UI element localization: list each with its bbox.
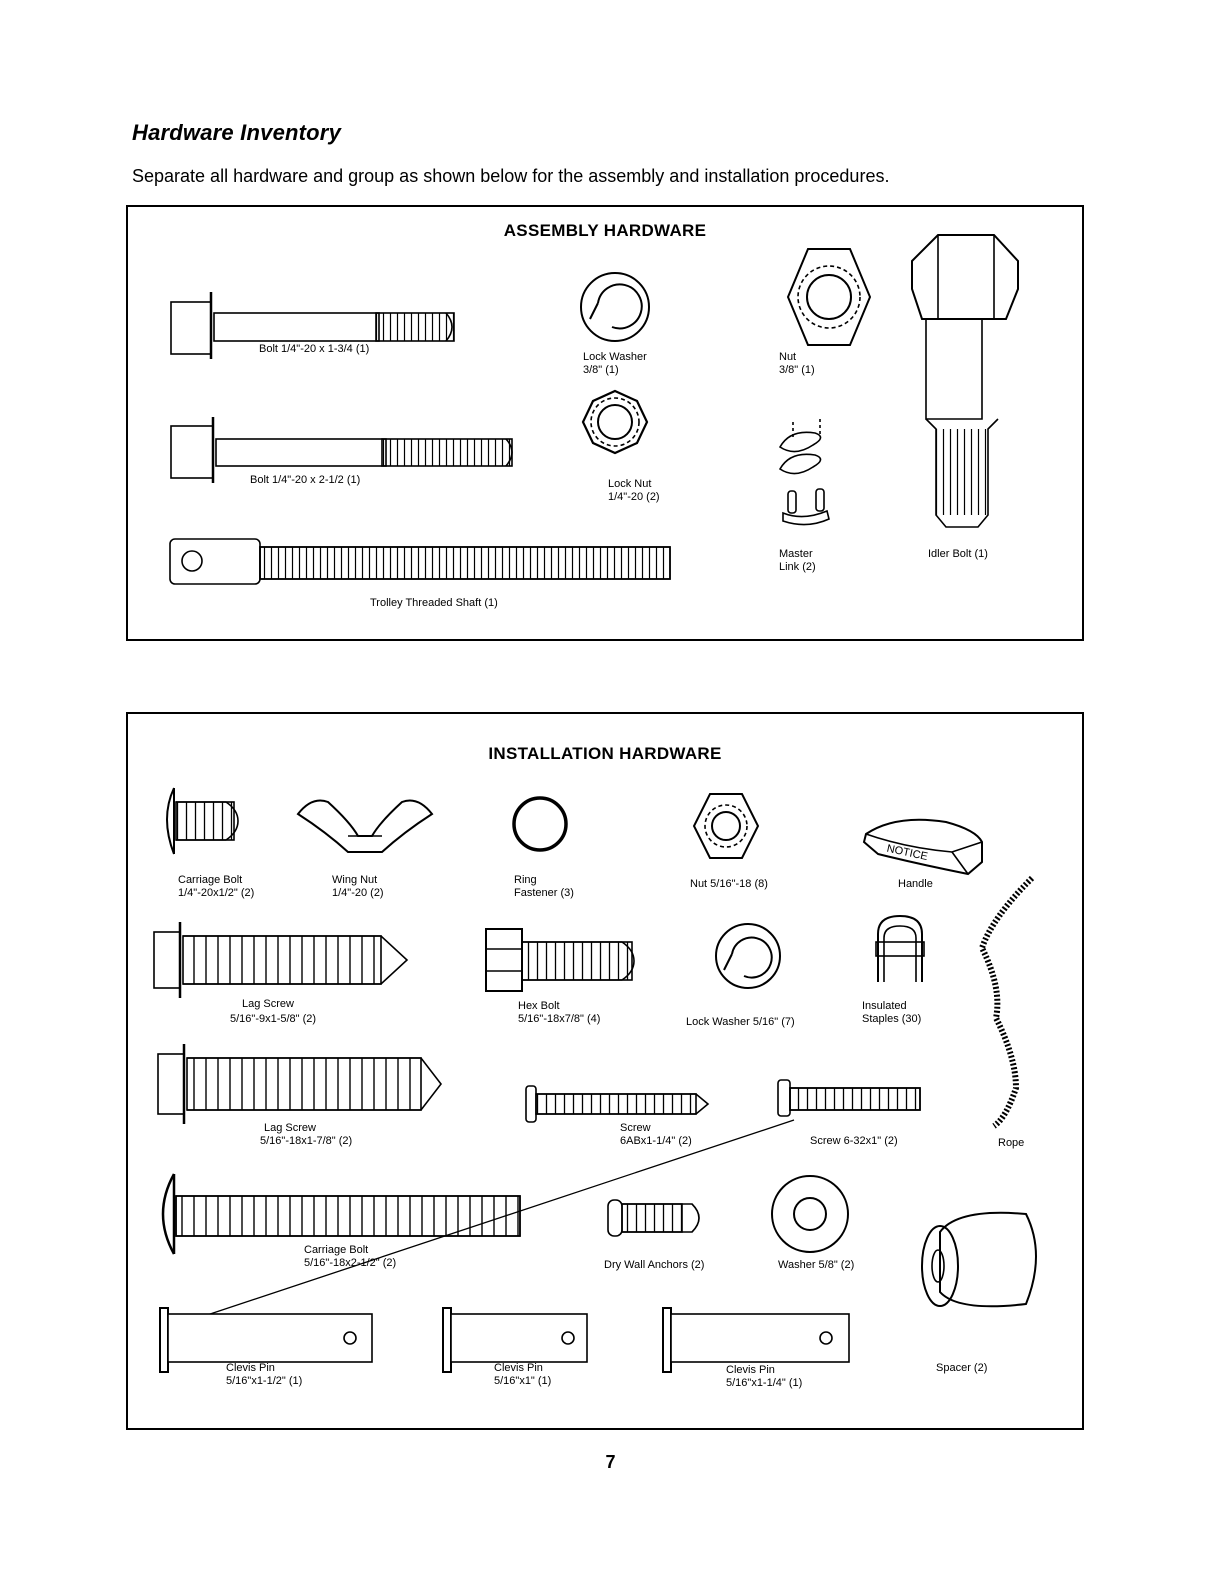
screw-6-32-icon xyxy=(778,1080,920,1116)
screw-6ab-icon xyxy=(526,1086,708,1122)
label-hex-bolt-size: 5/16"-18x7/8" (4) xyxy=(518,1013,601,1025)
label-staples: Insulated xyxy=(862,1000,907,1012)
lag-screw-long-icon xyxy=(158,1044,441,1124)
label-washer: Washer 5/8" (2) xyxy=(778,1259,855,1271)
label-carriage-bolt-long: Carriage Bolt xyxy=(304,1244,369,1256)
trolley-threaded-shaft-icon xyxy=(170,539,670,584)
label-lock-nut: Lock Nut xyxy=(608,478,652,490)
nut-small-icon xyxy=(694,794,758,858)
installation-title: INSTALLATION HARDWARE xyxy=(488,744,722,763)
label-bolt-short: Bolt 1/4"-20 x 1-3/4 (1) xyxy=(259,343,370,355)
label-carriage-bolt-small: Carriage Bolt xyxy=(178,874,243,886)
carriage-bolt-small-icon xyxy=(167,788,238,854)
label-clevis-pin-mid-size: 5/16"x1-1/4" (1) xyxy=(726,1377,803,1389)
label-lock-washer: Lock Washer xyxy=(583,351,647,363)
label-ring-size: Fastener (3) xyxy=(514,887,574,899)
label-lock-washer-size: 3/8" (1) xyxy=(583,364,619,376)
idler-bolt-icon xyxy=(912,235,1018,527)
label-clevis-pin-long-size: 5/16"x1-1/2" (1) xyxy=(226,1375,303,1387)
master-link-icon xyxy=(780,419,829,525)
label-lock-nut-size: 1/4"-20 (2) xyxy=(608,491,660,503)
label-screw-6ab-size: 6ABx1-1/4" (2) xyxy=(620,1135,692,1147)
label-hex-bolt: Hex Bolt xyxy=(518,1000,560,1012)
label-nut-size: 3/8" (1) xyxy=(779,364,815,376)
label-lock-washer-small: Lock Washer 5/16" (7) xyxy=(686,1016,795,1028)
label-wing-nut: Wing Nut xyxy=(332,874,378,886)
label-spacer: Spacer (2) xyxy=(936,1362,988,1374)
label-trolley-shaft: Trolley Threaded Shaft (1) xyxy=(370,597,498,609)
label-carriage-bolt-long-size: 5/16"-18x2-1/2" (2) xyxy=(304,1257,397,1269)
label-clevis-pin-mid: Clevis Pin xyxy=(726,1364,775,1376)
label-lag-screw-long: Lag Screw xyxy=(264,1122,316,1134)
label-idler-bolt: Idler Bolt (1) xyxy=(928,548,988,560)
label-nut-small: Nut 5/16"-18 (8) xyxy=(690,878,768,890)
carriage-bolt-long-icon xyxy=(163,1174,520,1254)
washer-icon xyxy=(772,1176,848,1252)
label-clevis-pin-short-size: 5/16"x1" (1) xyxy=(494,1375,552,1387)
rope-icon xyxy=(982,878,1032,1126)
handle-notice-text: NOTICE xyxy=(885,842,929,864)
spacer-icon xyxy=(922,1213,1036,1306)
label-master-link-size: Link (2) xyxy=(779,561,816,573)
label-wing-nut-size: 1/4"-20 (2) xyxy=(332,887,384,899)
label-ring: Ring xyxy=(514,874,537,886)
intro-text: Separate all hardware and group as shown below for the assembly and installation procedures. xyxy=(132,166,890,186)
label-master-link: Master xyxy=(779,548,813,560)
lock-washer-icon xyxy=(581,273,649,341)
insulated-staple-icon xyxy=(876,916,924,982)
label-lag-screw-long-size: 5/16"-18x1-7/8" (2) xyxy=(260,1135,353,1147)
wing-nut-icon xyxy=(298,801,432,853)
label-carriage-bolt-small-size: 1/4"-20x1/2" (2) xyxy=(178,887,255,899)
label-rope: Rope xyxy=(998,1137,1025,1149)
assembly-title: ASSEMBLY HARDWARE xyxy=(503,221,707,240)
handle-icon xyxy=(864,820,982,874)
dry-wall-anchor-icon xyxy=(608,1200,699,1236)
label-screw-6ab: Screw xyxy=(620,1122,651,1134)
label-nut: Nut xyxy=(779,351,797,363)
label-lag-screw-short: Lag Screw xyxy=(242,998,294,1010)
label-staples-size: Staples (30) xyxy=(862,1013,922,1025)
label-bolt-long: Bolt 1/4"-20 x 2-1/2 (1) xyxy=(250,474,361,486)
nut-icon xyxy=(788,249,870,345)
ring-fastener-icon xyxy=(514,798,566,850)
installation-hardware-panel xyxy=(126,712,1084,1430)
label-handle: Handle xyxy=(898,878,933,890)
clevis-pin-mid-icon xyxy=(663,1308,849,1372)
label-clevis-pin-long: Clevis Pin xyxy=(226,1362,275,1374)
label-lag-screw-short-size: 5/16"-9x1-5/8" (2) xyxy=(230,1013,317,1025)
label-dry-wall-anchors: Dry Wall Anchors (2) xyxy=(604,1259,705,1271)
label-screw-6-32: Screw 6-32x1" (2) xyxy=(810,1135,898,1147)
lock-nut-icon xyxy=(583,391,647,453)
label-clevis-pin-short: Clevis Pin xyxy=(494,1362,543,1374)
assembly-hardware-panel xyxy=(126,205,1084,641)
lag-screw-short-icon xyxy=(154,922,407,998)
page-title: Hardware Inventory xyxy=(132,120,342,145)
hex-bolt-icon xyxy=(486,929,634,991)
page-number: 7 xyxy=(605,1452,616,1472)
lock-washer-small-icon xyxy=(716,924,780,988)
